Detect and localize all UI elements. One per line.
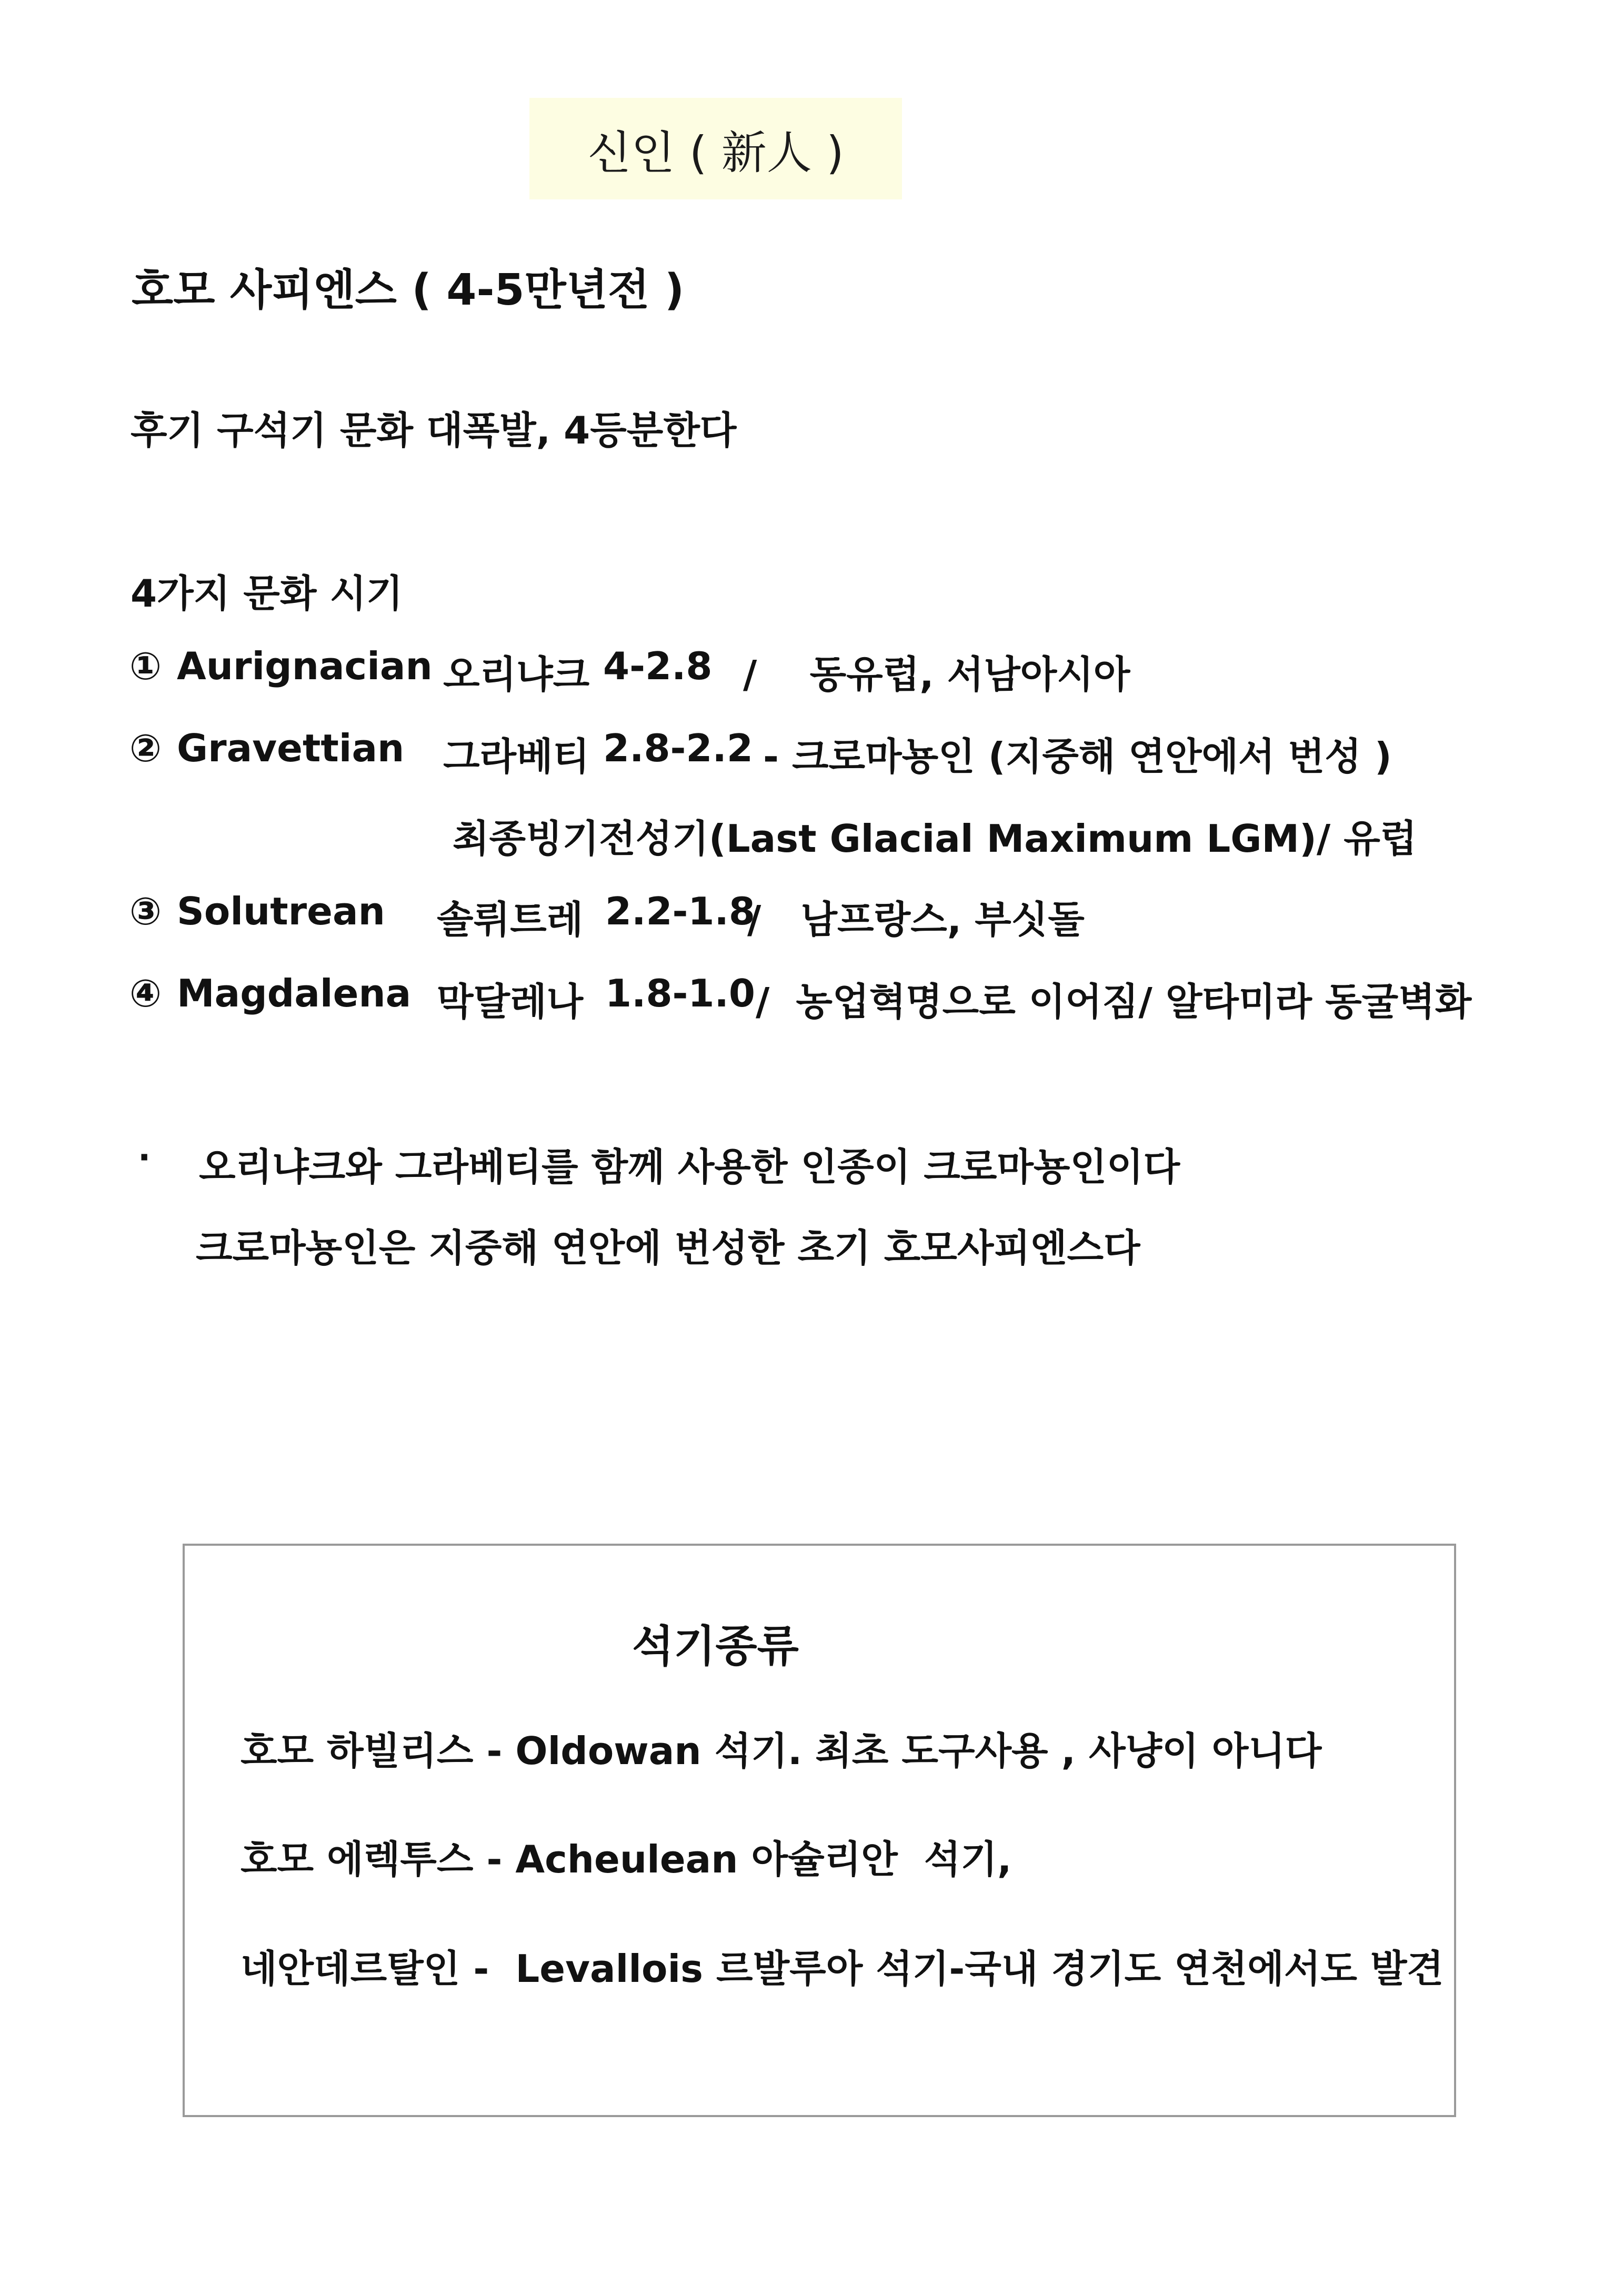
period-detail: / 농업혁명으로 이어짐/ 알타미라 동굴벽화 (756, 980, 1472, 1024)
period-korean: 오리냐크 (443, 652, 590, 697)
period-name: Gravettian (177, 726, 405, 770)
period-range: 4-2.8 (603, 644, 713, 688)
period-detail-continuation: 최종빙기전성기(Last Glacial Maximum LGM)/ 유럽 (453, 817, 1417, 861)
period-number: ① (129, 644, 162, 688)
period-number: ③ (129, 889, 162, 933)
period-detail: / 남프랑스, 부싯돌 (747, 898, 1085, 942)
period-detail: / 동유럽, 서남아시아 (743, 652, 1130, 697)
stone-tools-box (183, 1544, 1456, 2117)
page-title: 신인 ( 新人 ) (587, 126, 844, 179)
period-korean: 그라베티 (443, 734, 590, 779)
box-title: 석기종류 (632, 1622, 799, 1671)
period-number: ④ (129, 971, 162, 1015)
periods-heading: 4가지 문화 시기 (131, 571, 403, 616)
period-range: 1.8-1.0 (605, 971, 755, 1015)
period-name: Solutrean (177, 889, 385, 933)
period-korean: 막달레나 (437, 980, 584, 1024)
period-name: Aurignacian (177, 644, 433, 688)
stone-tool-item: 호모 하빌리스 - Oldowan 석기. 최초 도구사용 , 사냥이 아니다 (240, 1729, 1322, 1773)
period-korean: 솔뤼트레 (437, 898, 584, 942)
period-number: ② (129, 726, 162, 770)
title-box (529, 98, 902, 199)
bullet-line-2: 크로마뇽인은 지중해 연안에 번성한 초기 호모사피엔스다 (196, 1226, 1140, 1270)
bullet-dot: · (138, 1139, 151, 1177)
period-range: 2.8-2.2 (603, 726, 753, 770)
period-name: Magdalena (177, 971, 412, 1015)
stone-tool-item: 네안데르탈인 - Levallois 르발루아 석기-국내 경기도 연천에서도 발견 (240, 1947, 1444, 1991)
intro-line: 후기 구석기 문화 대폭발, 4등분한다 (131, 408, 737, 452)
period-detail: - 크로마뇽인 (지중해 연안에서 번성 ) (763, 734, 1392, 779)
section-heading: 호모 사피엔스 ( 4-5만년전 ) (132, 265, 685, 315)
period-range: 2.2-1.8 (605, 889, 755, 933)
stone-tool-item: 호모 에렉투스 - Acheulean 아슐리안 석기, (240, 1837, 1012, 1881)
bullet-line-1: 오리냐크와 그라베티를 함께 사용한 인종이 크로마뇽인이다 (199, 1145, 1180, 1189)
